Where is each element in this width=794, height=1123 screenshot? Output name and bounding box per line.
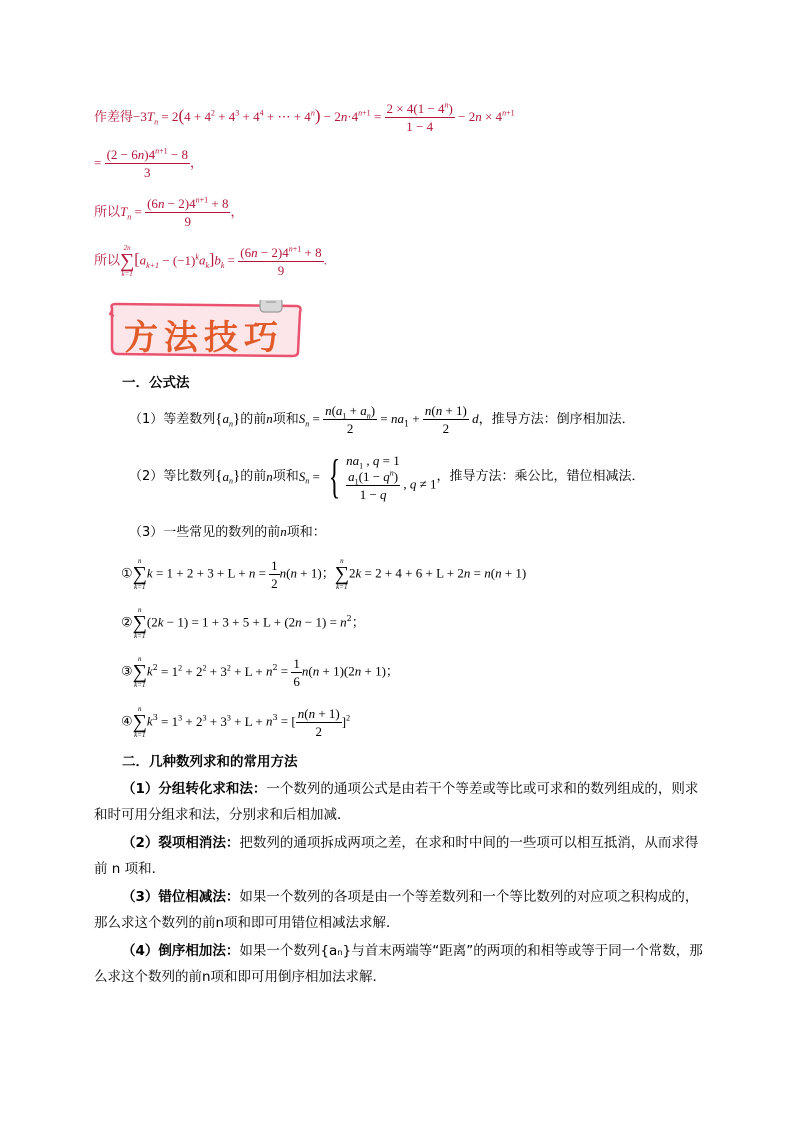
method-paragraph-3: （3）错位相减法：如果一个数列的各项是由一个等差数列和一个等比数列的对应项之积构成的，那么求这个数列的前n项和即可用错位相减法求解．: [94, 889, 699, 931]
difference-equation: 作差得$-3T_n = 2(4 + 4^2 + 4^3 + 4^4$ + ⋯ + $4^n) - 2n\cdot 4^{n+1}$ = $\frac{2 \times 4(1 - 4^n)}{1 - 4}$ − $2n \times 4^{n+1}$: [94, 100, 515, 134]
line1-prefix: 作差得: [94, 110, 134, 125]
line4-prefix: 所以: [94, 253, 121, 269]
fraction-final: $\frac{(6n - 2)4^{n+1} + 8}{9}$: [240, 244, 322, 278]
summation-symbol: 2n ∑ k=1: [120, 244, 135, 278]
fraction-arith-1: $\frac{n(a_1 + a_n)}{2}$: [325, 403, 376, 436]
section1-heading: 一．公式法: [122, 375, 190, 391]
formula-sum-k: ① n ∑ k=1 k = 1 + 2 + 3 + L + n = $\frac{1}{2}$ n(n + 1)； n ∑ k=1 2k = 2 + 4 + 6 + L + 2n = n(n + 1): [121, 557, 527, 591]
section2-heading: 二．几种数列求和的常用方法: [122, 754, 298, 770]
simplified-expression: = $\frac{(2 - 6n)4^{n+1} - 8}{3}$ ，: [94, 146, 203, 180]
fraction-tn: $\frac{(6n - 2)4^{n+1} + 8}{9}$: [147, 195, 229, 229]
banner-title: 方法技巧: [124, 318, 284, 358]
formula-sum-cubes: ④ n ∑ k=1 $k^3 = 1^3 + 2^3 + 3^3 + L + n^3$ = [ $\frac{n(n + 1)}{2}$ ]$^2$: [121, 705, 351, 739]
method-tips-banner: [108, 300, 304, 358]
sum-result: 所以 2n ∑ k=1 $[a_{k+1} - (-1)^ka_k]b_k$ = $\frac{(6n - 2)4^{n+1} + 8}{9}$ .: [94, 244, 327, 278]
method-paragraph-4: （4）倒序相加法：如果一个数列{aₙ}与首末两端等“距离”的两项的和相等或等于同一个常数，那么求这个数列的前n项和即可用倒序相加法求解．: [94, 943, 703, 985]
fraction-arith-2: $\frac{n(n + 1)}{2}$: [424, 403, 467, 436]
method-paragraph-1: （1）分组转化求和法：一个数列的通项公式是由若干个等差或等比或可求和的数列组成的，则求和时可用分组求和法，分别求和后相加减．: [94, 781, 699, 823]
fraction-geometric-sum: $\frac{2 \times 4(1 - 4^n)}{1 - 4}$: [386, 100, 453, 134]
formula-sum-odd: ② n ∑ k=1 $(2k - 1) = 1 + 3 + 5 + L + (2n - 1) = n^2$；: [121, 606, 365, 640]
formula-sum-squares: ③ n ∑ k=1 $k^2 = 1^2 + 2^2 + 3^2 + L + n^2$ = $\frac{1}{6}$ n(n + 1)(2n + 1)；: [121, 655, 399, 689]
method-paragraph-2: （2）裂项相消法：把数列的通项拆成两项之差，在求和时中间的一些项可以相互抵消，从而求得前 n 项和．: [94, 835, 699, 877]
fraction-simplified: $\frac{(2 - 6n)4^{n+1} - 8}{3}$: [106, 146, 188, 180]
arithmetic-sum-formula: （1）等差数列$\{a_n\}$的前n项和$S_n$ = $\frac{n(a_1 + a_n)}{2}$ = $na_1$ + $\frac{n(n + 1)}{2}$ d，推导方法：倒序相加法．: [129, 403, 635, 436]
common-sums-intro: （3）一些常见的数列的前n项和：: [129, 524, 326, 540]
line3-prefix: 所以: [94, 205, 121, 220]
geometric-sum-formula: （2）等比数列$\{a_n\}$的前n项和$S_n$ = { $na_1$ , q = 1 $\frac{a_1(1 - q^n)}{1 - q}$ , q ≠ 1 ，推导方法：乘公比，错位相减法．: [129, 449, 645, 503]
piecewise-formula: { $na_1$ , q = 1 $\frac{a_1(1 - q^n)}{1 - q}$ , q ≠ 1: [328, 449, 437, 503]
tn-result: 所以$T_n$ = $\frac{(6n - 2)4^{n+1} + 8}{9}$ ，: [94, 195, 244, 229]
